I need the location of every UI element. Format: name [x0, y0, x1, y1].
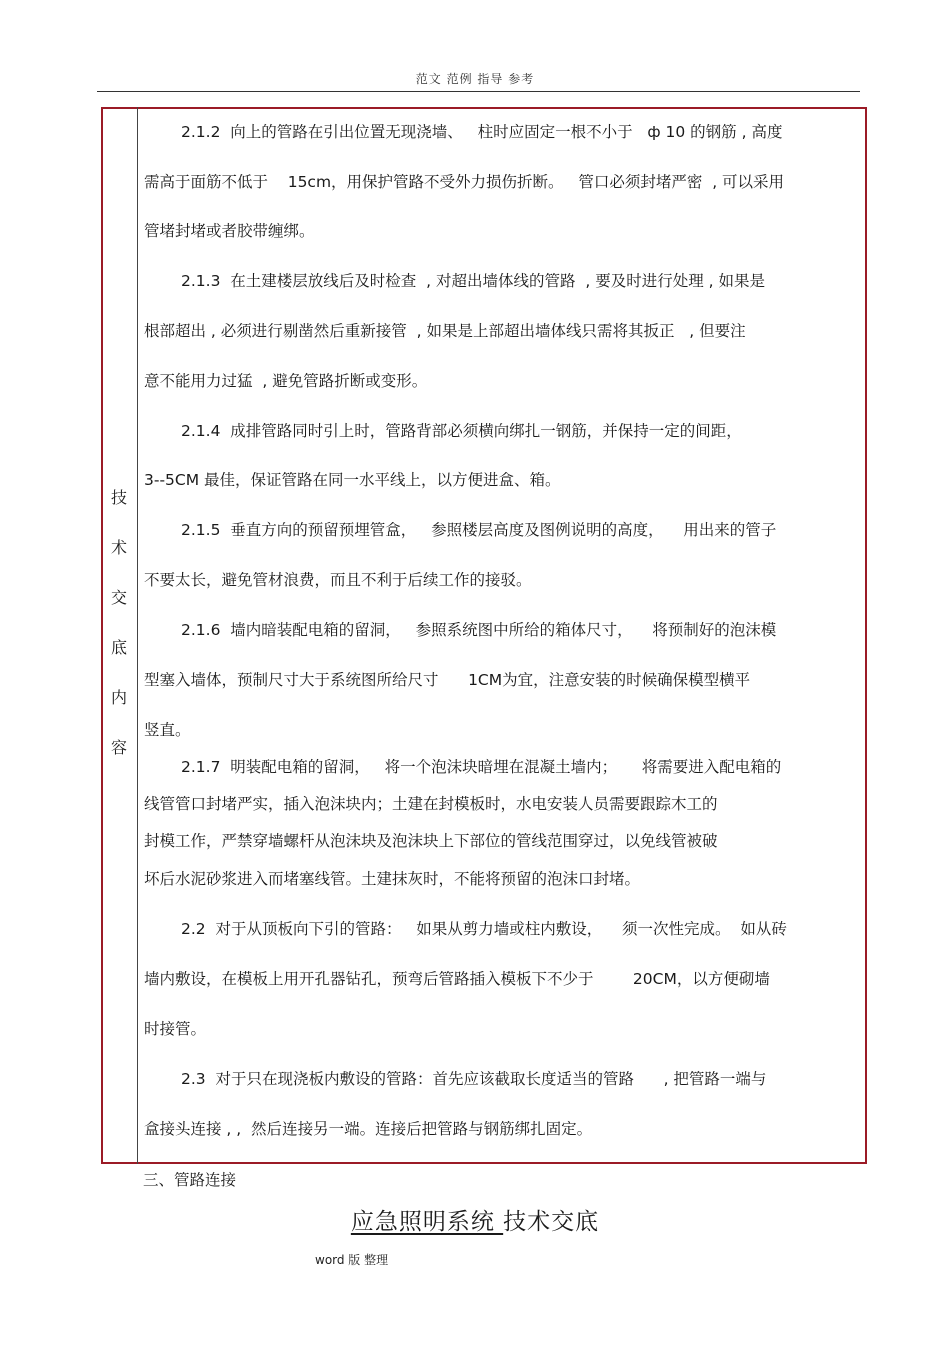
document-title-underlined: 应急照明系统	[350, 1209, 504, 1235]
paragraph-line: 2.1.5 垂直方向的预留预埋管盒， 参照楼层高度及图例说明的高度， 用出来的管子	[181, 521, 777, 539]
side-label-char: 底	[110, 638, 127, 657]
paragraph-line: 3--5CM 最佳，保证管路在同一水平线上，以方便进盒、箱。	[144, 471, 561, 489]
paragraph-line: 墙内敷设，在模板上用开孔器钻孔，预弯后管路插入模板下不少于 20CM，以方便砌墙	[144, 970, 770, 988]
paragraph-line: 不要太长，避免管材浪费，而且不利于后续工作的接驳。	[144, 571, 532, 589]
paragraph-line: 型塞入墙体，预制尺寸大于系统图所给尺寸 1CM为宜，注意安装的时候确保模型横平	[144, 671, 751, 689]
paragraph-line: 盒接头连接 , , 然后连接另一端。连接后把管路与钢筋绑扎固定。	[144, 1120, 593, 1138]
paragraph-line: 管堵封堵或者胶带缠绑。	[144, 222, 315, 240]
paragraph-line: 意不能用力过猛 , 避免管路折断或变形。	[144, 372, 428, 390]
paragraph-line: 2.3 对于只在现浇板内敷设的管路：首先应该截取长度适当的管路 , 把管路一端与	[181, 1070, 767, 1088]
side-label-char: 内	[110, 688, 127, 707]
paragraph-line: 线管管口封堵严实，插入泡沫块内；土建在封模板时，水电安装人员需要跟踪木工的	[144, 795, 718, 813]
side-label-char: 术	[110, 538, 127, 557]
page-header: 范文 范例 指导 参考	[415, 72, 535, 86]
paragraph-line: 封模工作，严禁穿墙螺杆从泡沫块及泡沫块上下部位的管线范围穿过，以免线管被破	[144, 832, 718, 850]
page-footer: word 版 整理	[315, 1253, 389, 1267]
side-label	[104, 473, 134, 773]
side-label-char: 交	[110, 588, 127, 607]
paragraph-line: 竖直。	[144, 721, 191, 739]
side-label-char: 容	[110, 738, 127, 757]
paragraph-line: 坏后水泥砂浆进入而堵塞线管。土建抹灰时，不能将预留的泡沫口封堵。	[144, 870, 641, 888]
paragraph-line: 需高于面筋不低于 15cm，用保护管路不受外力损伤折断。 管口必须封堵严密 , 可以采用	[144, 173, 785, 191]
header-rule	[97, 91, 860, 92]
paragraph-line: 2.1.6 墙内暗装配电箱的留洞， 参照系统图中所给的箱体尺寸， 将预制好的泡沫模	[181, 621, 777, 639]
paragraph-line: 2.1.3 在土建楼层放线后及时检查 , 对超出墙体线的管路 , 要及时进行处理 , 如果是	[181, 272, 765, 290]
paragraph-line: 2.1.2 向上的管路在引出位置无现浇墙、 柱时应固定一根不小于 ф 10 的钢筋 , 高度	[181, 123, 783, 141]
paragraph-line: 2.1.4 成排管路同时引上时，管路背部必须横向绑扎一钢筋，并保持一定的间距，	[181, 422, 742, 440]
paragraph-line: 2.2 对于从顶板向下引的管路： 如果从剪力墙或柱内敷设， 须一次性完成。 如从砖	[181, 920, 787, 938]
side-label-char: 技	[110, 488, 127, 507]
paragraph-line: 2.1.7 明装配电箱的留洞， 将一个泡沫块暗埋在混凝土墙内； 将需要进入配电箱的	[181, 758, 782, 776]
column-divider	[137, 107, 138, 1164]
paragraph-line: 根部超出 , 必须进行剔凿然后重新接管 , 如果是上部超出墙体线只需将其扳正 , 但要注	[144, 322, 746, 340]
section-heading: 三、管路连接	[143, 1171, 237, 1189]
paragraph-line: 时接管。	[144, 1020, 207, 1038]
document-title-rest: 技术交底	[503, 1209, 600, 1235]
document-title	[0, 1203, 950, 1236]
